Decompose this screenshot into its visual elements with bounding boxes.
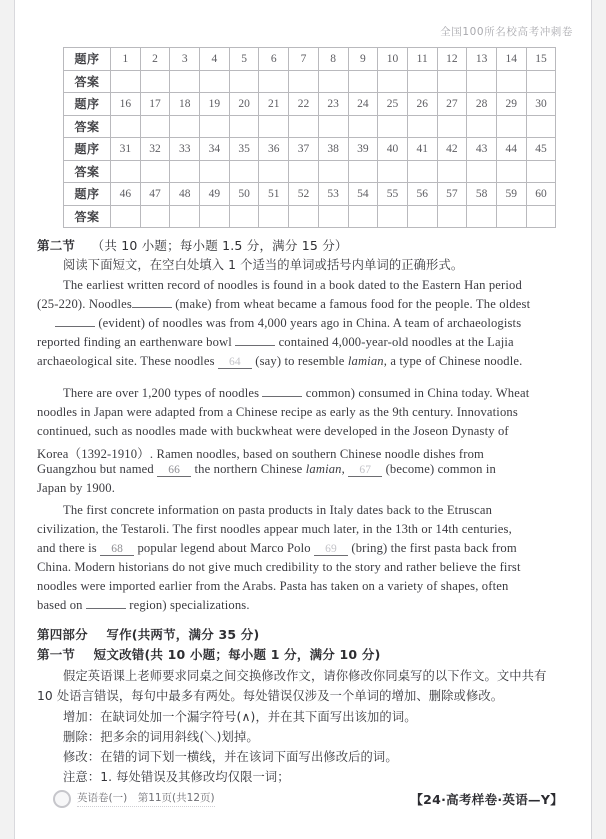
blank-66[interactable]: 66 (157, 464, 191, 477)
passage-text: , a type of Chinese noodle. (383, 354, 523, 368)
row-label-answer: 答案 (64, 205, 111, 228)
passage-line (63, 278, 571, 293)
question-number-cell: 42 (437, 138, 467, 161)
question-number-cell: 55 (378, 183, 408, 206)
passage-text: region) specializations. (129, 598, 250, 612)
footer-paper-code: 【24·高考样卷·英语—Y】 (410, 792, 563, 807)
question-number-cell: 3 (170, 48, 200, 71)
question-number-cell: 36 (259, 138, 289, 161)
answer-cell[interactable] (170, 70, 200, 93)
part-four-title: 写作(共两节，满分 35 分) (106, 627, 260, 642)
passage-italic-term: lamian (305, 462, 342, 476)
exam-sheet-content (15, 0, 591, 839)
question-number-cell: 58 (467, 183, 497, 206)
answer-cell[interactable] (348, 115, 378, 138)
question-number-cell: 52 (289, 183, 319, 206)
answer-cell[interactable] (437, 115, 467, 138)
answer-cell[interactable] (496, 205, 526, 228)
table-row (64, 183, 556, 206)
answer-cell[interactable] (437, 205, 467, 228)
answer-cell[interactable] (259, 160, 289, 183)
question-number-cell: 5 (229, 48, 259, 71)
answer-cell[interactable] (259, 205, 289, 228)
answer-cell[interactable] (318, 115, 348, 138)
answer-cell[interactable] (378, 205, 408, 228)
table-row (64, 138, 556, 161)
question-number-cell: 7 (289, 48, 319, 71)
answer-cell[interactable] (111, 160, 141, 183)
table-row (64, 160, 556, 183)
passage-text: reported finding an earthenware bowl (37, 335, 232, 349)
answer-cell[interactable] (467, 70, 497, 93)
question-number-cell: 35 (229, 138, 259, 161)
question-number-cell: 18 (170, 93, 200, 116)
question-number-cell: 32 (140, 138, 170, 161)
blank-61[interactable] (132, 307, 172, 308)
table-row (64, 93, 556, 116)
passage-line (37, 522, 571, 537)
section-two-detail: （共 10 小题；每小题 1.5 分，满分 15 分） (91, 238, 348, 253)
passage-text: (evident) of noodles was from 4,000 years ago in China. A team of archaeologists (98, 316, 522, 330)
answer-cell[interactable] (170, 160, 200, 183)
question-number-cell: 19 (200, 93, 230, 116)
answer-cell[interactable] (229, 115, 259, 138)
question-number-cell: 45 (526, 138, 556, 161)
question-number-cell: 25 (378, 93, 408, 116)
question-number-cell: 41 (407, 138, 437, 161)
exam-page (14, 0, 592, 839)
answer-cell[interactable] (318, 70, 348, 93)
rule-add: 增加：在缺词处加一个漏字符号(∧)，并在其下面写出该加的词。 (63, 710, 417, 724)
row-label-answer: 答案 (64, 160, 111, 183)
blank-69[interactable]: 69 (314, 543, 348, 556)
table-row (64, 48, 556, 71)
answer-cell[interactable] (318, 160, 348, 183)
answer-cell[interactable] (229, 160, 259, 183)
passage-text: The earliest written record of noodles is found in a book dated to the Eastern Han period (63, 278, 522, 292)
question-number-cell: 31 (111, 138, 141, 161)
question-number-cell: 40 (378, 138, 408, 161)
answer-cell[interactable] (496, 160, 526, 183)
answer-cell[interactable] (496, 70, 526, 93)
section-two-instruction: 阅读下面短文，在空白处填入 1 个适当的单词或括号内单词的正确形式。 (63, 258, 464, 272)
answer-cell[interactable] (111, 115, 141, 138)
passage-text: (become) common in (385, 462, 496, 476)
answer-cell[interactable] (140, 115, 170, 138)
question-number-cell: 6 (259, 48, 289, 71)
question-number-cell: 48 (170, 183, 200, 206)
passage-line (37, 481, 571, 496)
passage-text: and there is (37, 541, 97, 555)
answer-cell[interactable] (170, 205, 200, 228)
passage-italic-term: lamian (347, 354, 384, 368)
page-watermark: 全国100所名校高考冲刺卷 (440, 26, 573, 38)
question-number-cell: 56 (407, 183, 437, 206)
passage-text: (25-220). Noodles (37, 297, 132, 311)
table-row (64, 205, 556, 228)
footer-circle-mark (53, 790, 71, 808)
question-number-cell: 50 (229, 183, 259, 206)
question-number-cell: 39 (348, 138, 378, 161)
question-number-cell: 16 (111, 93, 141, 116)
answer-cell[interactable] (229, 70, 259, 93)
question-number-cell: 4 (200, 48, 230, 71)
question-number-cell: 1 (111, 48, 141, 71)
blank-63[interactable] (235, 345, 275, 346)
part-four-label: 第四部分 (37, 627, 88, 642)
passage-line (37, 424, 571, 439)
question-number-cell: 37 (289, 138, 319, 161)
answer-cell[interactable] (111, 205, 141, 228)
passage-text: based on (37, 598, 83, 612)
passage-line (37, 541, 571, 556)
passage-text: The first concrete information on pasta products in Italy dates back to the Etruscan (63, 503, 493, 517)
answer-cell[interactable] (348, 70, 378, 93)
answer-cell[interactable] (467, 160, 497, 183)
blank-65[interactable] (262, 396, 302, 397)
section-one-label: 第一节 (37, 647, 76, 662)
rule-modify: 修改：在错的词下划一横线，并在该词下面写出修改后的词。 (63, 750, 398, 764)
passage-line (37, 316, 571, 331)
question-number-cell: 24 (348, 93, 378, 116)
row-label-question: 题序 (64, 48, 111, 71)
answer-cell[interactable] (259, 115, 289, 138)
blank-62[interactable] (55, 326, 95, 327)
answer-cell[interactable] (437, 160, 467, 183)
question-number-cell: 29 (496, 93, 526, 116)
question-number-cell: 60 (526, 183, 556, 206)
answer-cell[interactable] (259, 70, 289, 93)
answer-cell[interactable] (526, 205, 556, 228)
question-number-cell: 47 (140, 183, 170, 206)
answer-cell[interactable] (378, 70, 408, 93)
question-number-cell: 53 (318, 183, 348, 206)
blank-67[interactable]: 67 (348, 464, 382, 477)
passage-line (37, 579, 571, 594)
passage-text: Japan by 1900. (37, 481, 116, 495)
part-four-heading (37, 625, 259, 643)
question-number-cell: 13 (467, 48, 497, 71)
footer-page-info: 英语卷(一) 第11页(共12页) (77, 790, 215, 807)
answer-cell[interactable] (467, 115, 497, 138)
question-number-cell: 21 (259, 93, 289, 116)
passage-line (37, 297, 571, 312)
answer-cell[interactable] (111, 70, 141, 93)
passage-text: the northern Chinese (194, 462, 303, 476)
passage-text: (make) from wheat became a famous food for the people. The oldest (175, 297, 531, 311)
question-number-cell: 12 (437, 48, 467, 71)
answer-cell[interactable] (289, 160, 319, 183)
question-number-cell: 11 (407, 48, 437, 71)
answer-cell[interactable] (200, 70, 230, 93)
question-number-cell: 14 (496, 48, 526, 71)
answer-cell[interactable] (348, 205, 378, 228)
answer-cell[interactable] (229, 205, 259, 228)
passage-text: There are over 1,200 types of noodles (63, 386, 260, 400)
question-number-cell: 43 (467, 138, 497, 161)
answer-cell[interactable] (318, 205, 348, 228)
question-number-cell: 44 (496, 138, 526, 161)
answer-cell[interactable] (348, 160, 378, 183)
passage-line (37, 405, 571, 420)
passage-line (37, 560, 571, 575)
passage-text: archaeological site. These noodles (37, 354, 215, 368)
passage-line (37, 443, 571, 462)
passage-text: (bring) the first pasta back from (351, 541, 517, 555)
passage-text: Korea（1392-1910）. Ramen noodles, based on southern Chinese noodle dishes from (37, 447, 485, 461)
section-two-heading (37, 236, 348, 254)
question-number-cell: 59 (496, 183, 526, 206)
passage-text: continued, such as noodles made with buckwheat were developed in the Joseon Dynasty of (37, 424, 509, 438)
row-label-question: 题序 (64, 138, 111, 161)
section-one-heading (37, 645, 381, 663)
question-number-cell: 28 (467, 93, 497, 116)
section-one-title: 短文改错(共 10 小题；每小题 1 分，满分 10 分) (93, 647, 381, 662)
exam-note: 注意：1. 每处错误及其修改均仅限一词； (63, 770, 290, 784)
answer-cell[interactable] (496, 115, 526, 138)
answer-sheet-table (63, 47, 556, 228)
question-number-cell: 34 (200, 138, 230, 161)
answer-cell[interactable] (467, 205, 497, 228)
answer-cell[interactable] (378, 160, 408, 183)
answer-cell[interactable] (526, 160, 556, 183)
row-label-question: 题序 (64, 93, 111, 116)
passage-text: popular legend about Marco Polo (137, 541, 311, 555)
question-number-cell: 54 (348, 183, 378, 206)
passage-line (37, 462, 571, 477)
question-number-cell: 30 (526, 93, 556, 116)
answer-cell[interactable] (289, 70, 319, 93)
question-number-cell: 26 (407, 93, 437, 116)
answer-cell[interactable] (140, 205, 170, 228)
question-number-cell: 8 (318, 48, 348, 71)
passage-text: (say) to resemble (255, 354, 345, 368)
question-number-cell: 15 (526, 48, 556, 71)
answer-cell[interactable] (378, 115, 408, 138)
question-number-cell: 27 (437, 93, 467, 116)
answer-cell[interactable] (140, 160, 170, 183)
question-number-cell: 33 (170, 138, 200, 161)
passage-line (37, 386, 571, 401)
answer-cell[interactable] (200, 205, 230, 228)
passage-line (37, 354, 571, 369)
answer-cell[interactable] (200, 160, 230, 183)
answer-cell[interactable] (526, 70, 556, 93)
passage-text: noodles in Japan were adapted from a Chinese recipe as early as the 9th century. Innovations (37, 405, 518, 419)
question-number-cell: 38 (318, 138, 348, 161)
answer-cell[interactable] (170, 115, 200, 138)
passage-text: common) consumed in China today. Wheat (305, 386, 530, 400)
passage-line (37, 335, 571, 350)
answer-cell[interactable] (407, 70, 437, 93)
answer-cell[interactable] (289, 205, 319, 228)
rule-delete: 删除：把多余的词用斜线(＼)划掉。 (63, 730, 259, 744)
question-number-cell: 2 (140, 48, 170, 71)
question-number-cell: 22 (289, 93, 319, 116)
question-number-cell: 23 (318, 93, 348, 116)
answer-table-body (64, 48, 556, 228)
answer-cell[interactable] (140, 70, 170, 93)
question-number-cell: 49 (200, 183, 230, 206)
answer-cell[interactable] (200, 115, 230, 138)
blank-64[interactable]: 64 (218, 356, 252, 369)
row-label-question: 题序 (64, 183, 111, 206)
question-number-cell: 17 (140, 93, 170, 116)
row-label-answer: 答案 (64, 115, 111, 138)
answer-cell[interactable] (289, 115, 319, 138)
answer-cell[interactable] (437, 70, 467, 93)
question-number-cell: 51 (259, 183, 289, 206)
passage-line (37, 503, 571, 518)
blank-70[interactable] (86, 608, 126, 609)
row-label-answer: 答案 (64, 70, 111, 93)
question-number-cell: 9 (348, 48, 378, 71)
question-number-cell: 10 (378, 48, 408, 71)
passage-line (37, 598, 571, 613)
passage-text: China. Modern historians do not give much credibility to the story and rather believe the first (37, 560, 521, 574)
table-row (64, 115, 556, 138)
passage-text: , (341, 462, 345, 476)
answer-cell[interactable] (407, 205, 437, 228)
question-number-cell: 20 (229, 93, 259, 116)
answer-cell[interactable] (407, 115, 437, 138)
passage-text: civilization, the Testaroli. The first noodles appear much later, in the 13th or 14th centuries, (37, 522, 512, 536)
question-number-cell: 46 (111, 183, 141, 206)
part-four-body-line: 假定英语课上老师要求同桌之间交换修改作文，请你修改你同桌写的以下作文。文中共有 (63, 669, 547, 683)
answer-cell[interactable] (526, 115, 556, 138)
passage-text: noodles were imported earlier from the Arabs. Pasta has taken on a variety of shapes, often (37, 579, 509, 593)
answer-cell[interactable] (407, 160, 437, 183)
table-row (64, 70, 556, 93)
section-two-label: 第二节 (37, 238, 76, 253)
part-four-body-line: 10 处语言错误，每句中最多有两处。每处错误仅涉及一个单词的增加、删除或修改。 (37, 689, 504, 703)
passage-text: contained 4,000-year-old noodles at the Lajia (278, 335, 514, 349)
question-number-cell: 57 (437, 183, 467, 206)
blank-68[interactable]: 68 (100, 543, 134, 556)
passage-text: Guangzhou but named (37, 462, 154, 476)
